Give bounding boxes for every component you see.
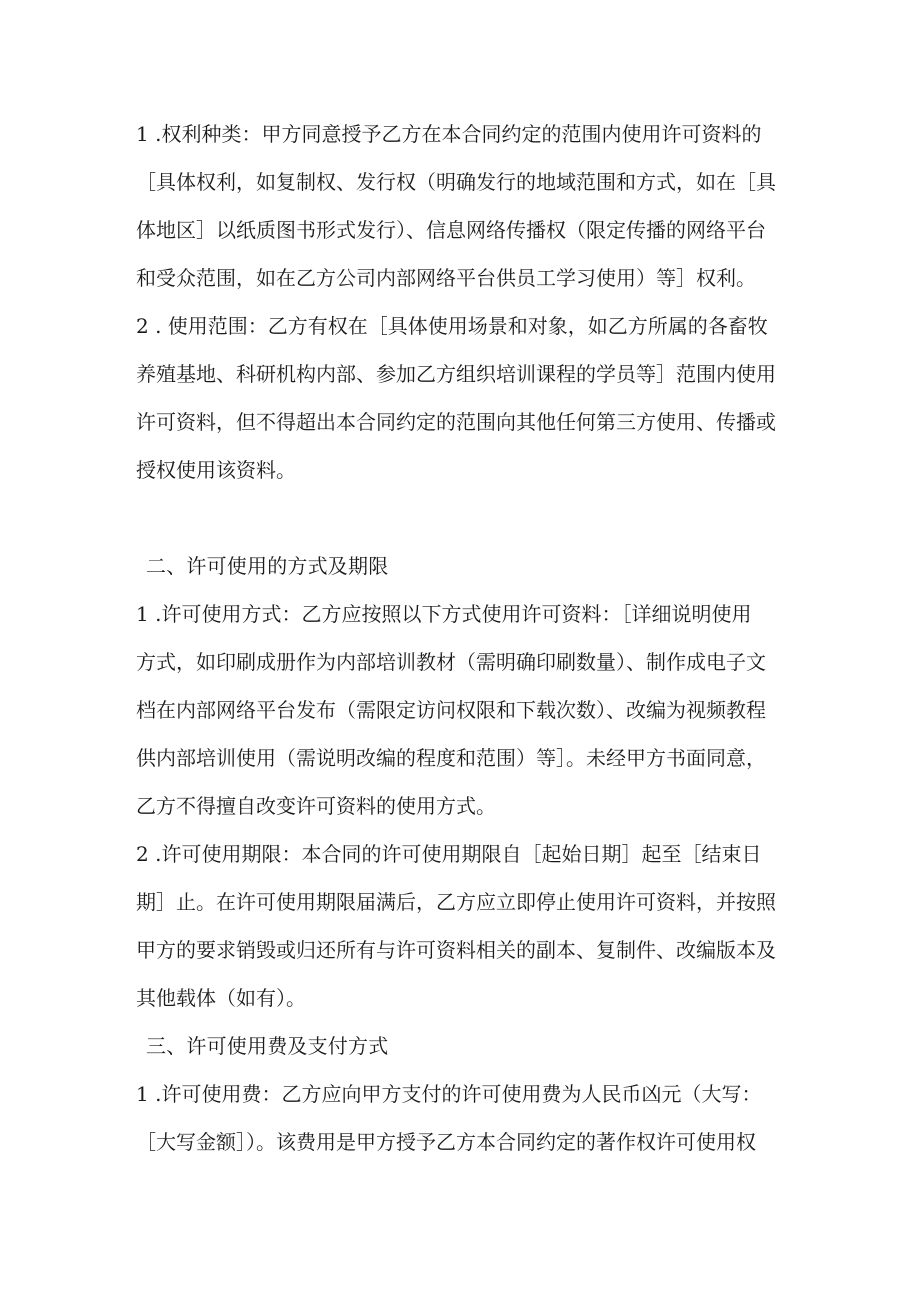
clause-usage-method-line-3 (0, 690, 920, 730)
text-line: 方式，如印刷成册作为内部培训教材（需明确印刷数量）、制作成电子文 (136, 650, 766, 674)
clause-license-fee-line-1 (0, 1074, 920, 1114)
clause-2-usage-scope-line-2 (0, 354, 920, 394)
clause-1-rights-type-line-2 (0, 162, 920, 202)
text-line: 2 . 使用范围：乙方有权在［具体使用场景和对象，如乙方所属的各畜牧 (136, 314, 768, 338)
heading-text: 二、许可使用的方式及期限 (146, 554, 389, 578)
text-line: 档在内部网络平台发布（需限定访问权限和下载次数）、改编为视频教程 (136, 698, 766, 722)
text-line: 体地区］以纸质图书形式发行）、信息网络传播权（限定传播的网络平台 (136, 218, 766, 242)
text-line: 2 .许可使用期限：本合同的许可使用期限自［起始日期］起至［结束日 (136, 842, 762, 866)
text-line: ［大写金额］）。该费用是甲方授予乙方本合同约定的著作权许可使用权 (136, 1130, 756, 1154)
text-line: 养殖基地、科研机构内部、参加乙方组织培训课程的学员等］范围内使用 (136, 362, 776, 386)
section-3-heading (0, 1026, 920, 1066)
clause-usage-method-line-2 (0, 642, 920, 682)
heading-text: 三、许可使用费及支付方式 (146, 1034, 389, 1058)
clause-1-rights-type-line-3 (0, 210, 920, 250)
text-line: 1 .许可使用方式：乙方应按照以下方式使用许可资料：［详细说明使用 (136, 602, 752, 626)
clause-1-rights-type-line-1 (0, 114, 920, 154)
section-2-heading (0, 546, 920, 586)
text-line: 甲方的要求销毁或归还所有与许可资料相关的副本、复制件、改编版本及 (136, 938, 776, 962)
text-line: 其他载体（如有）。 (136, 986, 306, 1010)
text-line: ［具体权利，如复制权、发行权（明确发行的地域范围和方式，如在［具 (136, 170, 776, 194)
text-line: 许可资料，但不得超出本合同约定的范围向其他任何第三方使用、传播或 (136, 410, 776, 434)
text-line: 授权使用该资料。 (136, 458, 296, 482)
clause-1-rights-type-line-4 (0, 258, 920, 298)
text-line: 1 .许可使用费：乙方应向甲方支付的许可使用费为人民币凶元（大写： (136, 1082, 762, 1106)
text-line: 和受众范围，如在乙方公司内部网络平台供员工学习使用）等］权利。 (136, 266, 756, 290)
clause-2-usage-scope-line-1 (0, 306, 920, 346)
clause-usage-method-line-1 (0, 594, 920, 634)
clause-2-usage-scope-line-3 (0, 402, 920, 442)
clause-usage-term-line-1 (0, 834, 920, 874)
clause-usage-term-line-3 (0, 930, 920, 970)
clause-license-fee-line-2 (0, 1122, 920, 1162)
clause-usage-method-line-4 (0, 738, 920, 778)
clause-usage-term-line-4 (0, 978, 920, 1018)
clause-2-usage-scope-line-4 (0, 450, 920, 490)
clause-usage-term-line-2 (0, 882, 920, 922)
text-line: 乙方不得擅自改变许可资料的使用方式。 (136, 794, 496, 818)
text-line: 1 .权利种类：甲方同意授予乙方在本合同约定的范围内使用许可资料的 (136, 122, 762, 146)
text-line: 供内部培训使用（需说明改编的程度和范围）等］。未经甲方书面同意， (136, 746, 766, 770)
text-line: 期］止。在许可使用期限届满后，乙方应立即停止使用许可资料，并按照 (136, 890, 776, 914)
clause-usage-method-line-5 (0, 786, 920, 826)
